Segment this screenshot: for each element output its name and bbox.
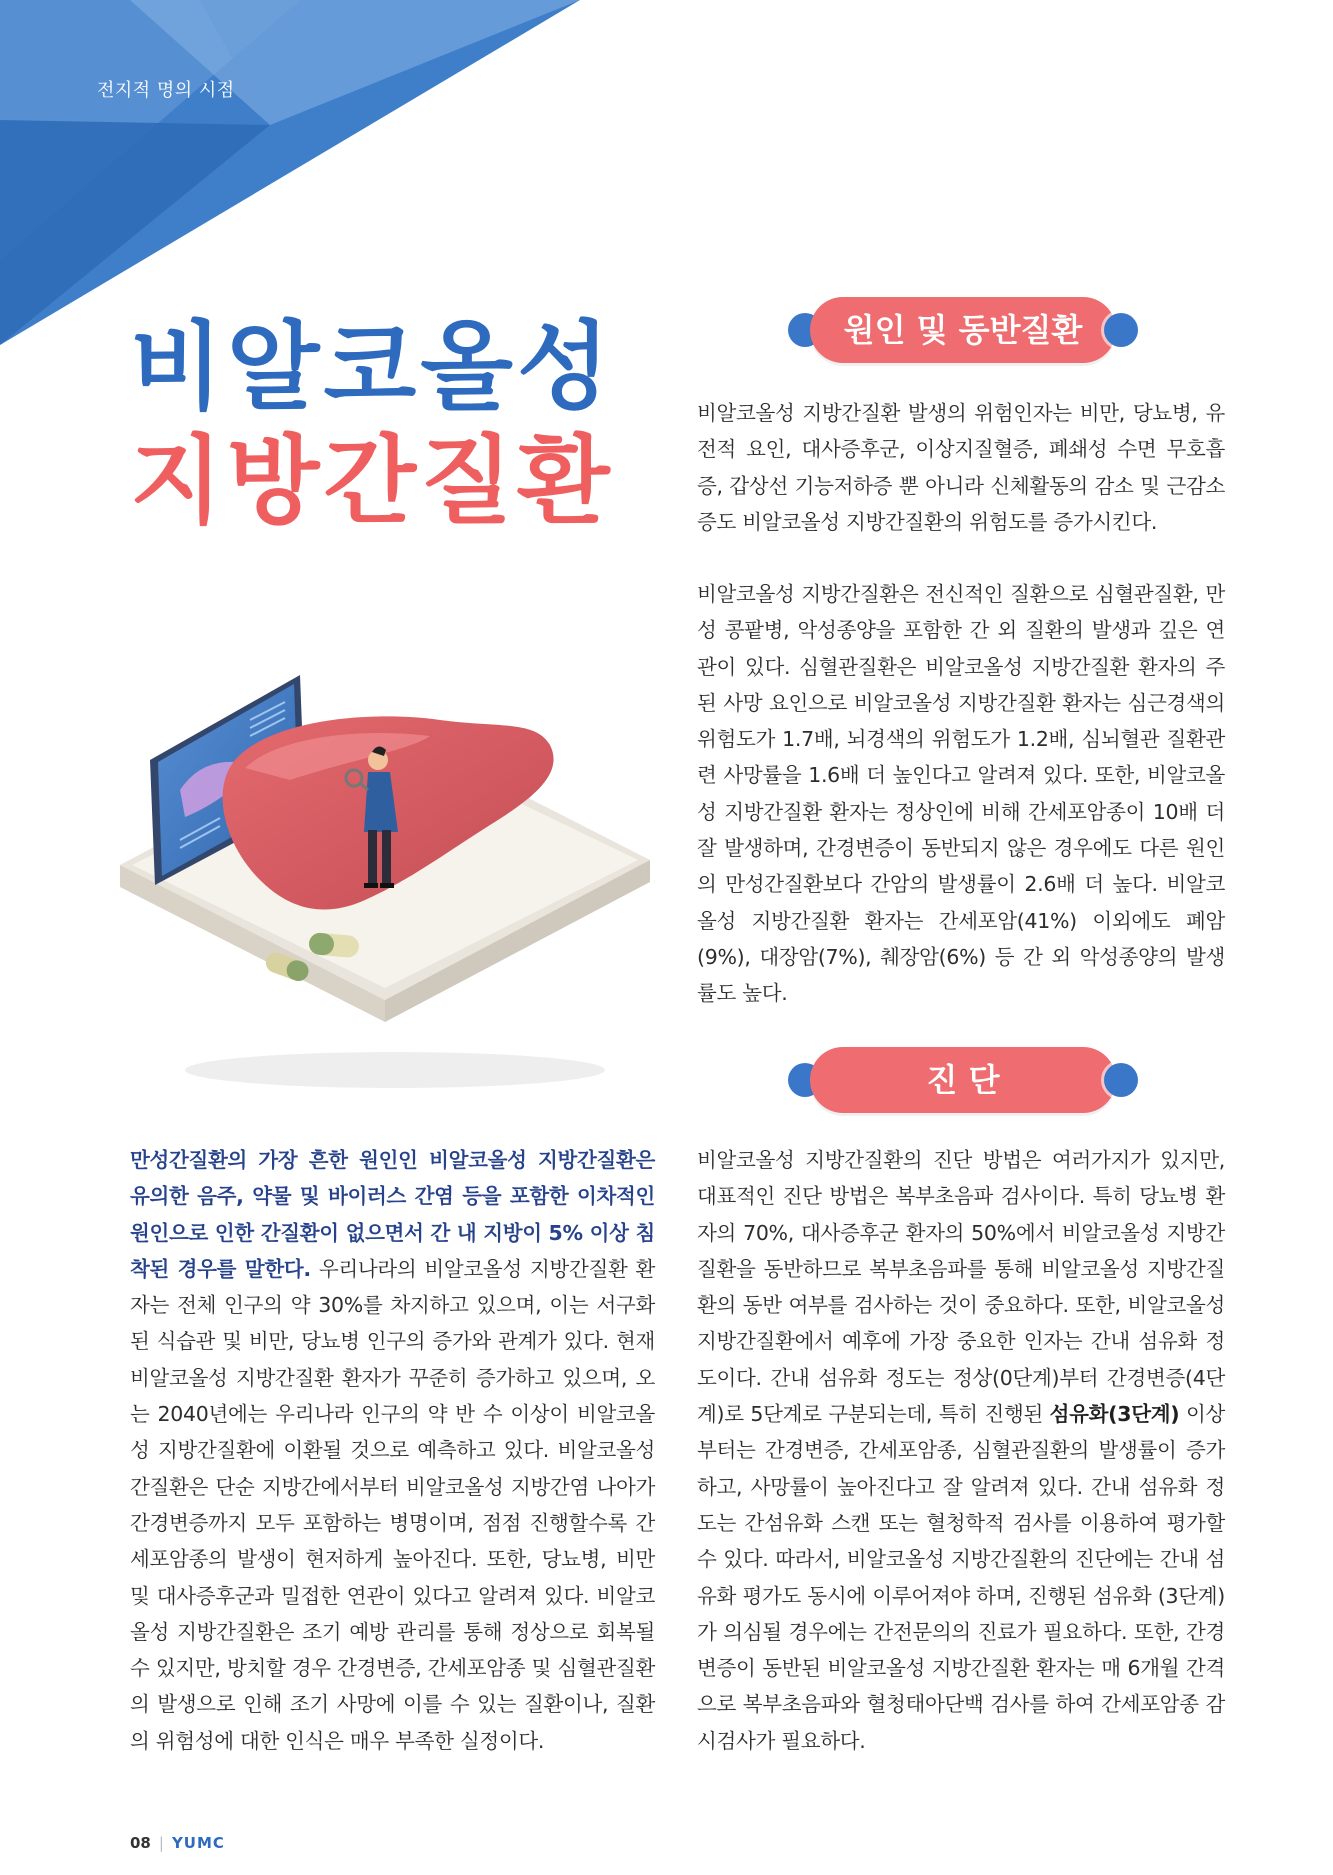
corner-decoration — [0, 0, 580, 345]
causes-heading: 원인 및 동반질환 — [810, 297, 1116, 363]
dot-decoration — [1104, 1063, 1138, 1097]
diagnosis-heading-badge — [788, 1047, 1138, 1113]
diagnosis-text-bold: 섬유화(3단계) — [1049, 1402, 1180, 1427]
diagnosis-heading: 진 단 — [810, 1047, 1116, 1113]
causes-paragraph-1: 비알코올성 지방간질환 발생의 위험인자는 비만, 당뇨병, 유전적 요인, 대사증후군, 이상지질혈증, 폐쇄성 수면 무호흡증, 갑상선 기능저하증 뿐 아니라 신체활동의 감소 및 근감소증도 비알코올성 지방간질환의 위험도를 증가시킨다. — [697, 401, 1225, 534]
footer-separator: | — [158, 1834, 164, 1852]
section-label: 전지적 명의 시점 — [97, 80, 235, 101]
intro-lead: 만성간질환의 가장 흔한 원인인 비알코올성 지방간질환은 유의한 음주, 약물 및 바이러스 간염 등을 포함한 이차적인 원인으로 인한 간질환이 없으면서 간 내 지방이 5% 이상 침착된 경우를 말한다. — [130, 1148, 655, 1281]
diagnosis-paragraph — [697, 1142, 1225, 1759]
intro-body: 우리나라의 비알코올성 지방간질환 환자는 전체 인구의 약 30%를 차지하고 있으며, 이는 서구화된 식습관 및 비만, 당뇨병 인구의 증가와 관계가 있다. 현재 비알코올성 지방간질환 환자가 꾸준히 증가하고 있으며, 오는 2040년에는 우리나라 인구의 약 반 수 이상이 비알코올성 지방간질환에 이환될 것으로 예측하고 있다. 비알코올성 간질환은 단순 지방간에서부터 비알코올성 지방간염 나아가 간경변증까지 모두 포함하는 병명이며, 점점 진행할수록 간세포암종의 발생이 현저하게 높아진다. 또한, 당뇨병, 비만 및 대사증후군과 밀접한 연관이 있다고 알려져 있다. 비알코올성 지방간질환은 조기 예방 관리를 통해 정상으로 회복될 수 있지만, 방치할 경우 간경변증, 간세포암종 및 심혈관질환의 발생으로 인해 조기 사망에 이를 수 있는 질환이나, 질환의 위험성에 대한 인식은 매우 부족한 실정이다. — [130, 1256, 656, 1753]
diagnosis-text-1: 비알코올성 지방간질환의 진단 방법은 여러가지가 있지만, 대표적인 진단 방법은 복부초음파 검사이다. 특히 당뇨병 환자의 70%, 대사증후군 환자의 50%에서 비알코올성 지방간질환을 동반하므로 복부초음파를 통해 비알코올성 지방간질환의 동반 여부를 검사하는 것이 중요하다. 또한, 비알코올성 지방간질환에서 예후에 가장 중요한 인자는 간내 섬유화 정도이다. 간내 섬유화 정도는 정상(0단계)부터 간경변증(4단계)로 5단계로 구분되는데, 특히 진행된 — [697, 1148, 1225, 1427]
footer-logo: YUMC — [171, 1834, 225, 1852]
causes-heading-badge — [788, 297, 1138, 363]
page-number: 08 — [130, 1834, 151, 1852]
diagnosis-text-2: 이상부터는 간경변증, 간세포암종, 심혈관질환의 발생률이 증가하고, 사망률이 높아진다고 잘 알려져 있다. 간내 섬유화 정도는 간섬유화 스캔 또는 혈청학적 검사를 이용하여 평가할 수 있다. 따라서, 비알코올성 지방간질환의 진단에는 간내 섬유화 평가도 동시에 이루어져야 하며, 진행된 섬유화 (3단계)가 의심될 경우에는 간전문의의 진료가 필요하다. 또한, 간경변증이 동반된 비알코올성 지방간질환 환자는 매 6개월 간격으로 복부초음파와 혈청태아단백 검사를 하여 간세포암종 감시검사가 필요하다. — [697, 1402, 1225, 1753]
page-footer — [130, 1834, 225, 1852]
dot-decoration — [1104, 313, 1138, 347]
liver-illustration — [110, 650, 670, 1090]
page-title-line2: 지방간질환 — [130, 425, 614, 537]
page-title-line1: 비알코올성 — [130, 311, 614, 423]
causes-paragraph-2: 비알코올성 지방간질환은 전신적인 질환으로 심혈관질환, 만성 콩팥병, 악성종양을 포함한 간 외 질환의 발생과 깊은 연관이 있다. 심혈관질환은 비알코올성 지방간질환 환자의 주된 사망 요인으로 비알코올성 지방간질환 환자는 심근경색의 위험도가 1.7배, 뇌경색의 위험도가 1.2배, 심뇌혈관 질환관련 사망률을 1.6배 더 높인다고 알려져 있다. 또한, 비알코올성 지방간질환 환자는 정상인에 비해 간세포암종이 10배 더 잘 발생하며, 간경변증이 동반되지 않은 경우에도 다른 원인의 만성간질환보다 간암의 발생률이 2.6배 더 높다. 비알코올성 지방간질환 환자는 간세포암(41%) 이외에도 폐암(9%), 대장암(7%), 췌장암(6%) 등 간 외 악성종양의 발생률도 높다. — [697, 582, 1225, 1006]
intro-paragraph — [130, 1142, 655, 1759]
